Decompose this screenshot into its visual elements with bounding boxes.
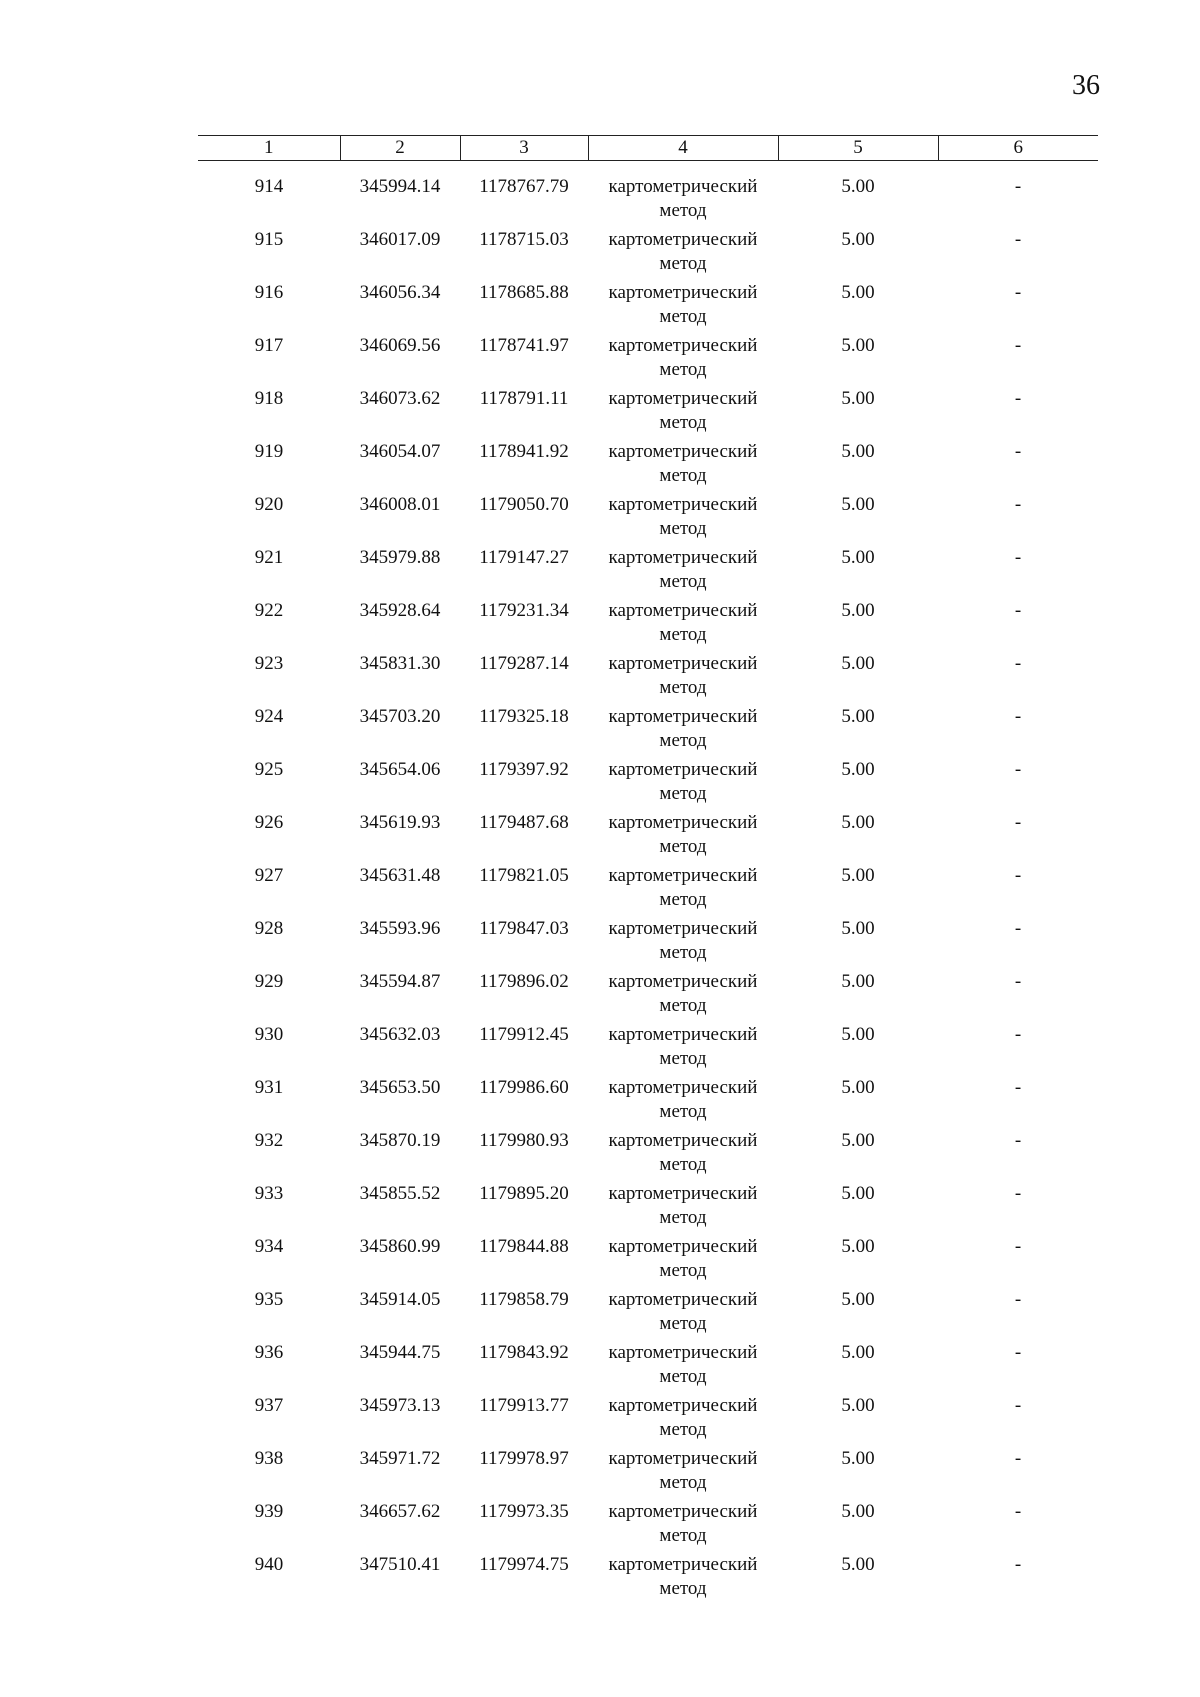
x-coordinate-cell: 345654.06: [359, 759, 441, 780]
note-cell: -: [1014, 494, 1022, 515]
y-coordinate-cell: 1179986.60: [479, 1077, 569, 1098]
y-coordinate-cell: 1179487.68: [479, 812, 569, 833]
x-coordinate-cell: 345860.99: [359, 1236, 441, 1257]
accuracy-cell: 5.00: [841, 1554, 875, 1575]
method-cell: [588, 334, 778, 387]
accuracy-cell: 5.00: [841, 441, 875, 462]
y-coordinate-cell: 1179895.20: [479, 1183, 569, 1204]
method-text: картометрический: [608, 282, 758, 303]
method-cell: [588, 1394, 778, 1447]
accuracy-cell: 5.00: [841, 865, 875, 886]
method-text: картометрический: [608, 176, 758, 197]
method-text: метод: [659, 571, 707, 592]
method-cell: [588, 970, 778, 1023]
y-coordinate-cell: 1179843.92: [479, 1342, 569, 1363]
y-coordinate-cell: 1178767.79: [479, 176, 569, 197]
table-row: [198, 1076, 1098, 1129]
method-text: картометрический: [608, 812, 758, 833]
method-text: метод: [659, 306, 707, 327]
method-text: картометрический: [608, 653, 758, 674]
method-text: картометрический: [608, 1501, 758, 1522]
x-coordinate-cell: 346069.56: [359, 335, 441, 356]
x-coordinate-cell: 345831.30: [359, 653, 441, 674]
y-coordinate-cell: 1179896.02: [479, 971, 569, 992]
table-row: [198, 161, 1098, 229]
y-coordinate-cell: 1179913.77: [479, 1395, 569, 1416]
accuracy-cell: 5.00: [841, 547, 875, 568]
table-header: [198, 136, 1098, 161]
accuracy-cell: 5.00: [841, 1077, 875, 1098]
column-header-2: 2: [340, 136, 460, 161]
header-row: [198, 136, 1098, 161]
note-cell: -: [1014, 759, 1022, 780]
y-coordinate-cell: 1178685.88: [479, 282, 569, 303]
method-text: картометрический: [608, 600, 758, 621]
method-text: метод: [659, 1048, 707, 1069]
method-text: картометрический: [608, 706, 758, 727]
method-text: картометрический: [608, 971, 758, 992]
method-cell: [588, 1500, 778, 1553]
method-text: метод: [659, 1260, 707, 1281]
accuracy-cell: 5.00: [841, 653, 875, 674]
method-text: метод: [659, 836, 707, 857]
x-coordinate-cell: 345593.96: [359, 918, 441, 939]
table-row: [198, 1182, 1098, 1235]
accuracy-cell: 5.00: [841, 1024, 875, 1045]
method-text: картометрический: [608, 1130, 758, 1151]
note-cell: -: [1014, 600, 1022, 621]
method-cell: [588, 1129, 778, 1182]
accuracy-cell: 5.00: [841, 229, 875, 250]
point-number-cell: 925: [254, 759, 284, 780]
method-text: картометрический: [608, 1554, 758, 1575]
accuracy-cell: 5.00: [841, 706, 875, 727]
method-cell: [588, 1288, 778, 1341]
note-cell: -: [1014, 706, 1022, 727]
y-coordinate-cell: 1179287.14: [479, 653, 569, 674]
table-row: [198, 705, 1098, 758]
method-cell: [588, 599, 778, 652]
table-row: [198, 387, 1098, 440]
point-number-cell: 917: [254, 335, 284, 356]
x-coordinate-cell: 345619.93: [359, 812, 441, 833]
point-number-cell: 922: [254, 600, 284, 621]
method-cell: [588, 864, 778, 917]
point-number-cell: 929: [254, 971, 284, 992]
accuracy-cell: 5.00: [841, 494, 875, 515]
method-text: картометрический: [608, 547, 758, 568]
y-coordinate-cell: 1179847.03: [479, 918, 569, 939]
method-text: картометрический: [608, 335, 758, 356]
point-number-cell: 924: [254, 706, 284, 727]
x-coordinate-cell: 345973.13: [359, 1395, 441, 1416]
method-text: метод: [659, 730, 707, 751]
table-row: [198, 281, 1098, 334]
y-coordinate-cell: 1179821.05: [479, 865, 569, 886]
x-coordinate-cell: 345855.52: [359, 1183, 441, 1204]
table-row: [198, 334, 1098, 387]
method-cell: [588, 1023, 778, 1076]
table-row: [198, 228, 1098, 281]
point-number-cell: 930: [254, 1024, 284, 1045]
accuracy-cell: 5.00: [841, 388, 875, 409]
point-number-cell: 940: [254, 1554, 284, 1575]
method-cell: [588, 1341, 778, 1394]
point-number-cell: 935: [254, 1289, 284, 1310]
x-coordinate-cell: 345928.64: [359, 600, 441, 621]
note-cell: -: [1014, 971, 1022, 992]
point-number-cell: 915: [254, 229, 284, 250]
y-coordinate-cell: 1179844.88: [479, 1236, 569, 1257]
y-coordinate-cell: 1179973.35: [479, 1501, 569, 1522]
table-row: [198, 440, 1098, 493]
point-number-cell: 918: [254, 388, 284, 409]
table-row: [198, 493, 1098, 546]
point-number-cell: 937: [254, 1395, 284, 1416]
method-text: метод: [659, 412, 707, 433]
y-coordinate-cell: 1178941.92: [479, 441, 569, 462]
method-text: метод: [659, 518, 707, 539]
method-text: картометрический: [608, 1077, 758, 1098]
y-coordinate-cell: 1178715.03: [479, 229, 569, 250]
note-cell: -: [1014, 1501, 1022, 1522]
note-cell: -: [1014, 1395, 1022, 1416]
table-row: [198, 917, 1098, 970]
y-coordinate-cell: 1179912.45: [479, 1024, 569, 1045]
point-number-cell: 914: [254, 176, 284, 197]
x-coordinate-cell: 347510.41: [359, 1554, 441, 1575]
x-coordinate-cell: 345594.87: [359, 971, 441, 992]
method-cell: [588, 387, 778, 440]
method-text: картометрический: [608, 1448, 758, 1469]
table-row: [198, 1023, 1098, 1076]
method-text: картометрический: [608, 494, 758, 515]
x-coordinate-cell: 346017.09: [359, 229, 441, 250]
method-cell: [588, 652, 778, 705]
method-text: метод: [659, 1101, 707, 1122]
point-number-cell: 932: [254, 1130, 284, 1151]
method-text: метод: [659, 465, 707, 486]
method-text: метод: [659, 1154, 707, 1175]
note-cell: -: [1014, 1077, 1022, 1098]
x-coordinate-cell: 345914.05: [359, 1289, 441, 1310]
table-row: [198, 1129, 1098, 1182]
y-coordinate-cell: 1179397.92: [479, 759, 569, 780]
method-cell: [588, 705, 778, 758]
note-cell: -: [1014, 1183, 1022, 1204]
accuracy-cell: 5.00: [841, 1395, 875, 1416]
y-coordinate-cell: 1179980.93: [479, 1130, 569, 1151]
method-text: метод: [659, 783, 707, 804]
accuracy-cell: 5.00: [841, 812, 875, 833]
table-row: [198, 970, 1098, 1023]
note-cell: -: [1014, 547, 1022, 568]
point-number-cell: 939: [254, 1501, 284, 1522]
method-text: картометрический: [608, 918, 758, 939]
note-cell: -: [1014, 1024, 1022, 1045]
y-coordinate-cell: 1178791.11: [479, 388, 569, 409]
method-text: метод: [659, 1419, 707, 1440]
method-text: картометрический: [608, 1236, 758, 1257]
table-row: [198, 1288, 1098, 1341]
table-row: [198, 1500, 1098, 1553]
point-number-cell: 923: [254, 653, 284, 674]
x-coordinate-cell: 345703.20: [359, 706, 441, 727]
table-row: [198, 599, 1098, 652]
point-number-cell: 927: [254, 865, 284, 886]
method-text: метод: [659, 1472, 707, 1493]
method-text: метод: [659, 1578, 707, 1599]
x-coordinate-cell: 346056.34: [359, 282, 441, 303]
column-header-1: 1: [198, 136, 340, 161]
page-number: 36: [1072, 70, 1100, 101]
note-cell: -: [1014, 388, 1022, 409]
method-cell: [588, 1182, 778, 1235]
point-number-cell: 931: [254, 1077, 284, 1098]
x-coordinate-cell: 345653.50: [359, 1077, 441, 1098]
note-cell: -: [1014, 1448, 1022, 1469]
method-text: картометрический: [608, 388, 758, 409]
note-cell: -: [1014, 1554, 1022, 1575]
point-number-cell: 934: [254, 1236, 284, 1257]
method-text: метод: [659, 889, 707, 910]
method-cell: [588, 1235, 778, 1288]
method-cell: [588, 917, 778, 970]
table-row: [198, 758, 1098, 811]
accuracy-cell: 5.00: [841, 971, 875, 992]
method-text: метод: [659, 1525, 707, 1546]
note-cell: -: [1014, 282, 1022, 303]
accuracy-cell: 5.00: [841, 1183, 875, 1204]
method-cell: [588, 228, 778, 281]
y-coordinate-cell: 1179050.70: [479, 494, 569, 515]
method-text: метод: [659, 1207, 707, 1228]
point-number-cell: 926: [254, 812, 284, 833]
method-text: метод: [659, 677, 707, 698]
point-number-cell: 916: [254, 282, 284, 303]
accuracy-cell: 5.00: [841, 918, 875, 939]
method-text: картометрический: [608, 229, 758, 250]
accuracy-cell: 5.00: [841, 1289, 875, 1310]
table-row: [198, 1394, 1098, 1447]
x-coordinate-cell: 345979.88: [359, 547, 441, 568]
note-cell: -: [1014, 918, 1022, 939]
accuracy-cell: 5.00: [841, 1236, 875, 1257]
method-text: метод: [659, 942, 707, 963]
accuracy-cell: 5.00: [841, 1342, 875, 1363]
x-coordinate-cell: 345632.03: [359, 1024, 441, 1045]
method-text: картометрический: [608, 1183, 758, 1204]
column-header-3: 3: [460, 136, 588, 161]
y-coordinate-cell: 1179325.18: [479, 706, 569, 727]
column-header-5: 5: [778, 136, 938, 161]
table-row: [198, 1235, 1098, 1288]
table-row: [198, 652, 1098, 705]
accuracy-cell: 5.00: [841, 759, 875, 780]
column-header-4: 4: [588, 136, 778, 161]
x-coordinate-cell: 346008.01: [359, 494, 441, 515]
note-cell: -: [1014, 653, 1022, 674]
x-coordinate-cell: 346657.62: [359, 1501, 441, 1522]
accuracy-cell: 5.00: [841, 176, 875, 197]
method-text: метод: [659, 200, 707, 221]
method-text: картометрический: [608, 759, 758, 780]
method-text: картометрический: [608, 865, 758, 886]
method-text: картометрический: [608, 1289, 758, 1310]
method-cell: [588, 161, 778, 229]
x-coordinate-cell: 346054.07: [359, 441, 441, 462]
note-cell: -: [1014, 1342, 1022, 1363]
method-text: метод: [659, 995, 707, 1016]
y-coordinate-cell: 1178741.97: [479, 335, 569, 356]
note-cell: -: [1014, 1236, 1022, 1257]
method-text: картометрический: [608, 1395, 758, 1416]
accuracy-cell: 5.00: [841, 282, 875, 303]
x-coordinate-cell: 345631.48: [359, 865, 441, 886]
accuracy-cell: 5.00: [841, 600, 875, 621]
method-text: картометрический: [608, 441, 758, 462]
x-coordinate-cell: 345971.72: [359, 1448, 441, 1469]
x-coordinate-cell: 345870.19: [359, 1130, 441, 1151]
note-cell: -: [1014, 176, 1022, 197]
point-number-cell: 921: [254, 547, 284, 568]
table-row: [198, 811, 1098, 864]
note-cell: -: [1014, 1289, 1022, 1310]
method-cell: [588, 281, 778, 334]
method-text: метод: [659, 359, 707, 380]
table-row: [198, 864, 1098, 917]
method-cell: [588, 758, 778, 811]
method-cell: [588, 811, 778, 864]
point-number-cell: 936: [254, 1342, 284, 1363]
table-row: [198, 1447, 1098, 1500]
note-cell: -: [1014, 335, 1022, 356]
y-coordinate-cell: 1179147.27: [479, 547, 569, 568]
table-row: [198, 546, 1098, 599]
accuracy-cell: 5.00: [841, 335, 875, 356]
table-body: [198, 161, 1098, 1607]
table-row: [198, 1553, 1098, 1606]
point-number-cell: 920: [254, 494, 284, 515]
point-number-cell: 928: [254, 918, 284, 939]
note-cell: -: [1014, 865, 1022, 886]
method-text: метод: [659, 253, 707, 274]
x-coordinate-cell: 345994.14: [359, 176, 441, 197]
column-header-6: 6: [938, 136, 1098, 161]
coordinates-table: [198, 135, 1098, 1606]
method-cell: [588, 440, 778, 493]
point-number-cell: 938: [254, 1448, 284, 1469]
note-cell: -: [1014, 812, 1022, 833]
point-number-cell: 919: [254, 441, 284, 462]
x-coordinate-cell: 346073.62: [359, 388, 441, 409]
accuracy-cell: 5.00: [841, 1501, 875, 1522]
accuracy-cell: 5.00: [841, 1448, 875, 1469]
method-text: метод: [659, 624, 707, 645]
x-coordinate-cell: 345944.75: [359, 1342, 441, 1363]
point-number-cell: 933: [254, 1183, 284, 1204]
method-cell: [588, 493, 778, 546]
y-coordinate-cell: 1179858.79: [479, 1289, 569, 1310]
method-cell: [588, 1076, 778, 1129]
y-coordinate-cell: 1179978.97: [479, 1448, 569, 1469]
method-text: картометрический: [608, 1024, 758, 1045]
note-cell: -: [1014, 229, 1022, 250]
note-cell: -: [1014, 1130, 1022, 1151]
method-text: картометрический: [608, 1342, 758, 1363]
accuracy-cell: 5.00: [841, 1130, 875, 1151]
method-cell: [588, 1447, 778, 1500]
note-cell: -: [1014, 441, 1022, 462]
table-row: [198, 1341, 1098, 1394]
method-text: метод: [659, 1366, 707, 1387]
method-cell: [588, 1553, 778, 1606]
y-coordinate-cell: 1179231.34: [479, 600, 569, 621]
method-cell: [588, 546, 778, 599]
method-text: метод: [659, 1313, 707, 1334]
y-coordinate-cell: 1179974.75: [479, 1554, 569, 1575]
